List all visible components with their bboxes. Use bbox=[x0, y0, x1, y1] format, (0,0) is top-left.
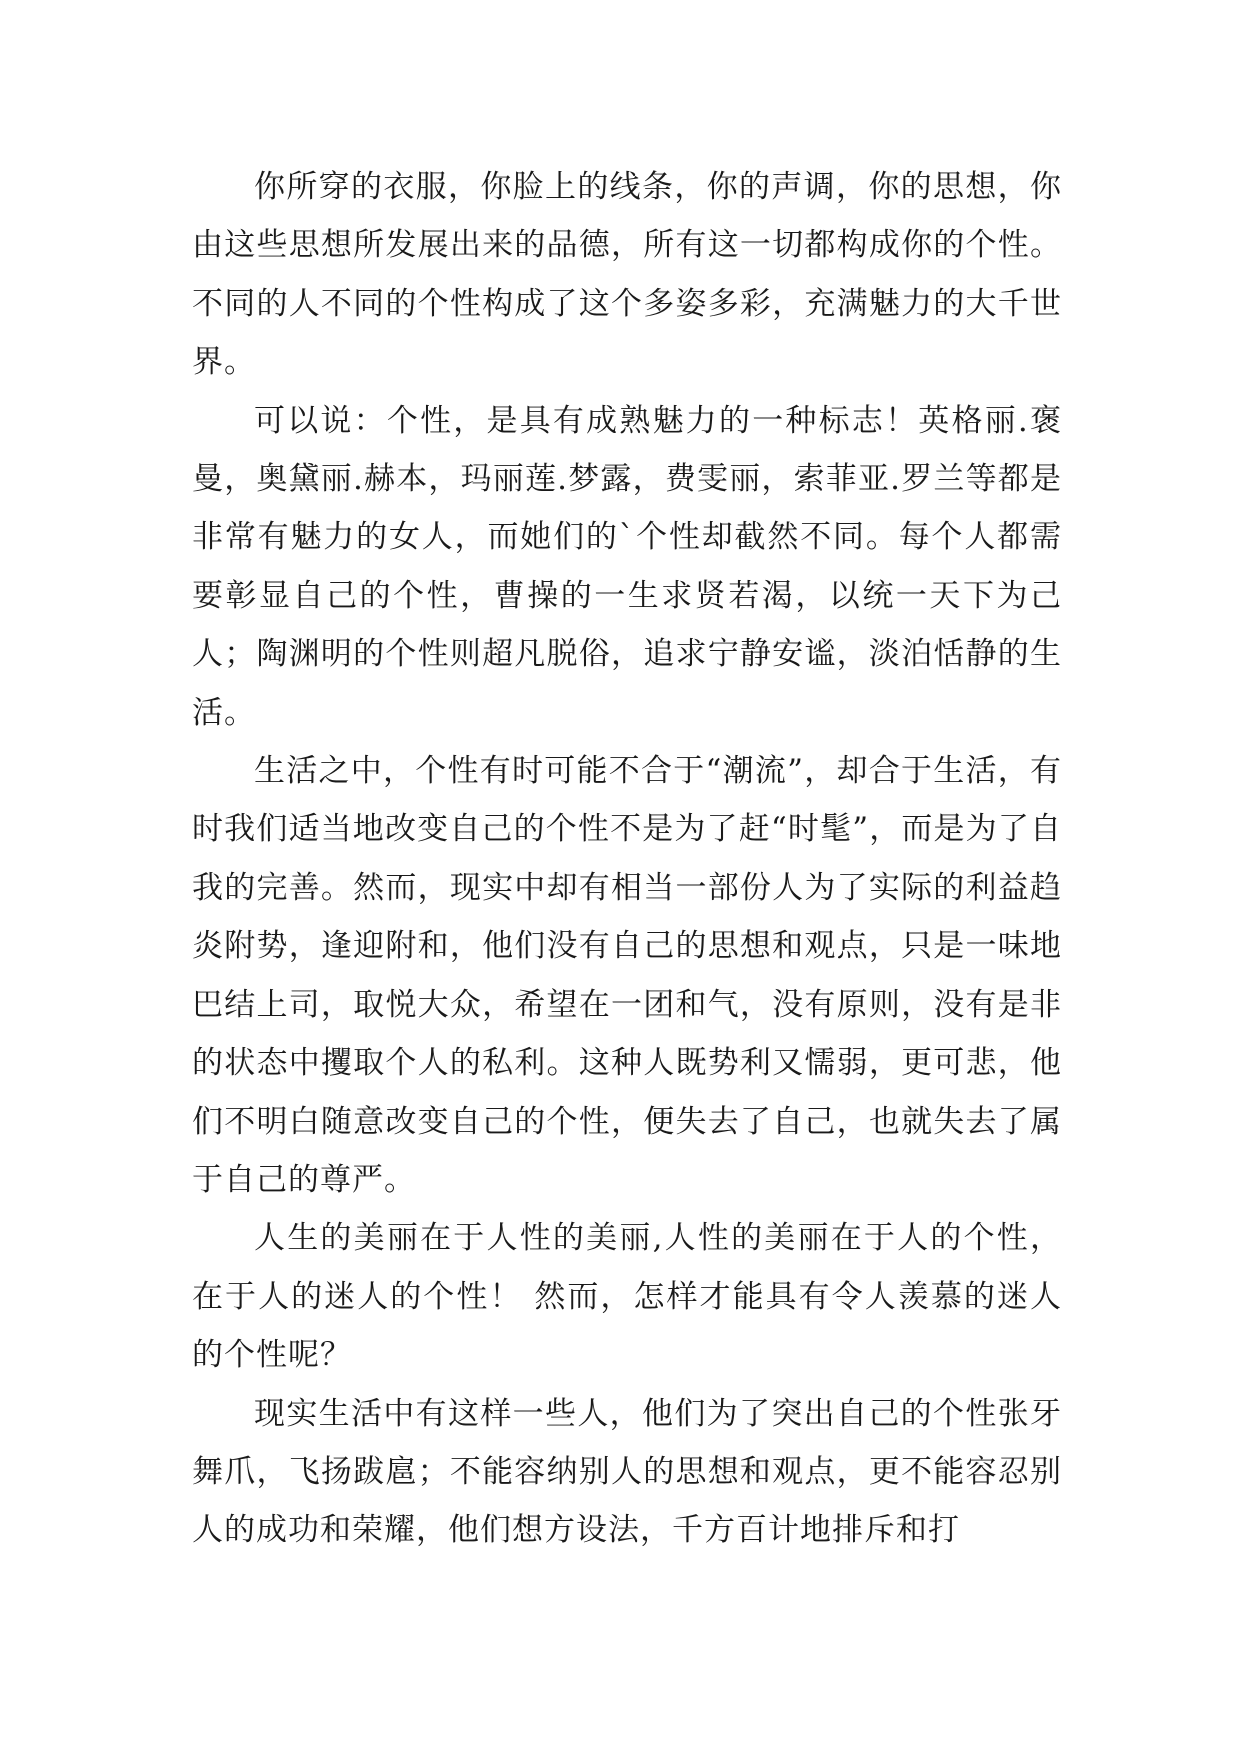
document-body bbox=[192, 158, 1062, 1560]
paragraph-3: 生活之中，个性有时可能不合于“潮流”，却合于生活，有时我们适当地改变自己的个性不是为了赶“时髦”，而是为了自我的完善。然而，现实中却有相当一部份人为了实际的利益趋炎附势，逢迎附和，他们没有自己的思想和观点，只是一味地巴结上司，取悦大众，希望在一团和气，没有原则，没有是非的状态中攫取个人的私利。这种人既势利又懦弱，更可悲，他们不明白随意改变自己的个性，便失去了自己，也就失去了属于自己的尊严。 bbox=[192, 753, 1062, 1198]
paragraph-4: 人生的美丽在于人性的美丽,人性的美丽在于人的个性，在于人的迷人的个性！ 然而，怎样才能具有令人羡慕的迷人的个性呢？ bbox=[192, 1220, 1062, 1374]
paragraph-2: 可以说：个性，是具有成熟魅力的一种标志！英格丽.褒曼，奥黛丽.赫本，玛丽莲.梦露，费雯丽，索菲亚.罗兰等都是非常有魅力的女人，而她们的`个性却截然不同。每个人都需要彰显自己的个性，曹操的一生求贤若渴，以统一天下为己人；陶渊明的个性则超凡脱俗，追求宁静安谧，淡泊恬静的生活。 bbox=[192, 402, 1062, 731]
paragraph-5: 现实生活中有这样一些人，他们为了突出自己的个性张牙舞爪，飞扬跋扈；不能容纳别人的思想和观点，更不能容忍别人的成功和荣耀，他们想方设法，千方百计地排斥和打 bbox=[192, 1395, 1062, 1549]
paragraph-1: 你所穿的衣服，你脸上的线条，你的声调，你的思想，你由这些思想所发展出来的品德，所有这一切都构成你的个性。 不同的人不同的个性构成了这个多姿多彩，充满魅力的大千世界。 bbox=[192, 169, 1062, 381]
